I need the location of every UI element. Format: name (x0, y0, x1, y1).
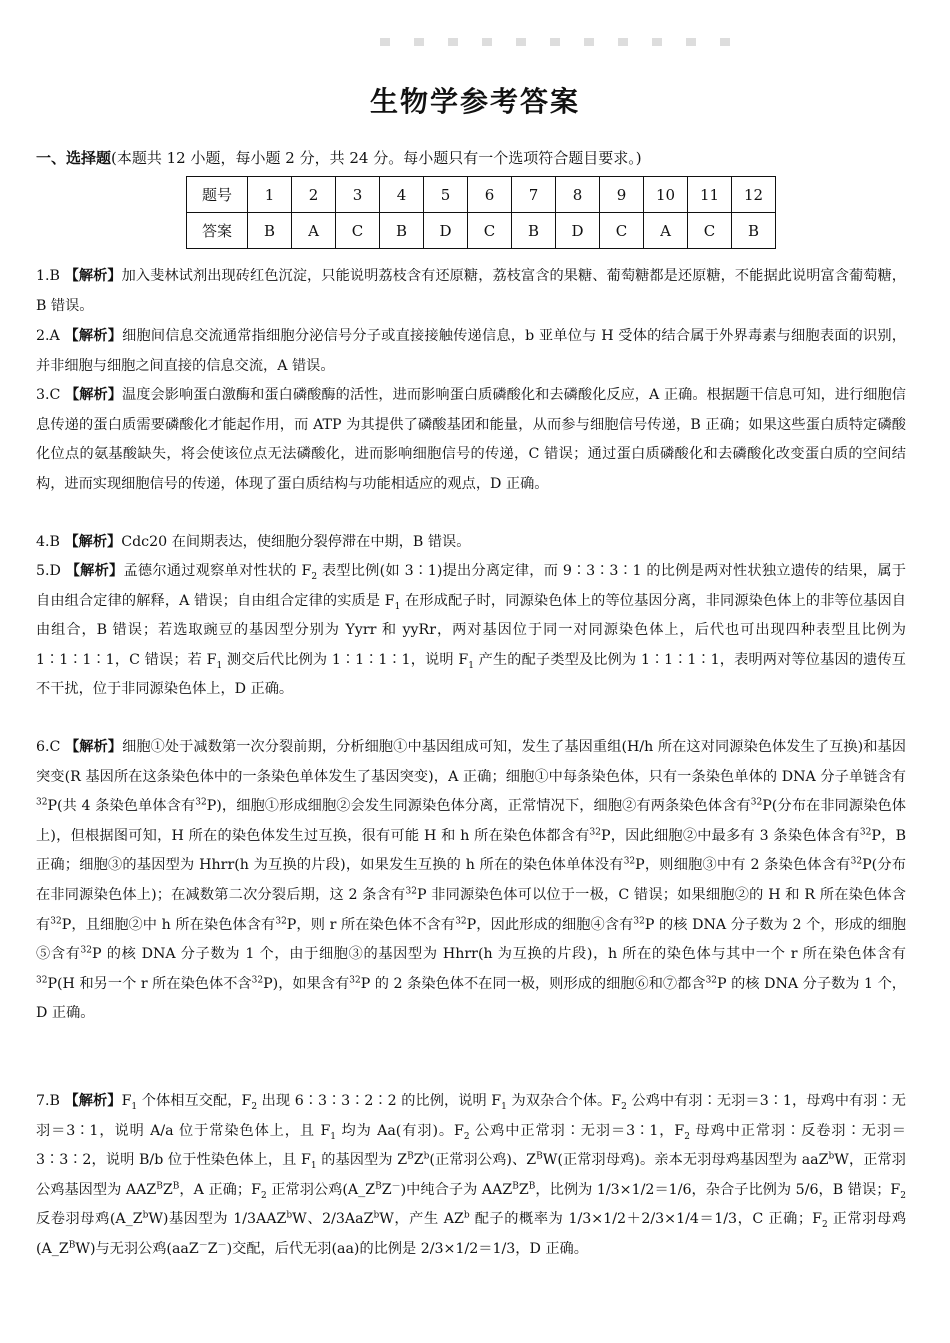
text-run: 产生的配子类型及比例为 1∶1∶1∶1，表明两对等位基因的遗传互不干扰，位于非同源染色体上，D 正确。 (36, 651, 906, 698)
text-run: P 非同源染色体可以位于一极，C 错误；如果细胞②的 H 和 R 所在染色体含有 (36, 886, 906, 933)
text-run: W)与无羽公鸡(aaZ (75, 1240, 199, 1257)
superscript: B (407, 1151, 414, 1162)
text-run: 出现 6∶3∶3∶2∶2 的比例，说明 F (257, 1093, 502, 1109)
superscript: B (375, 1181, 382, 1192)
superscript: b (463, 1210, 470, 1221)
question-answer: 5.D (36, 563, 61, 579)
page-title: 生物学参考答案 (369, 85, 580, 118)
table-row (187, 213, 776, 249)
question-number: 11 (688, 177, 732, 213)
question-number: 10 (644, 177, 688, 213)
explanation-q5 (36, 557, 906, 705)
superscript: B (156, 1181, 163, 1192)
text-run: P，则 r 所在染色体不含有 (286, 916, 456, 933)
question-number: 7 (512, 177, 556, 213)
text-run: Z (413, 1152, 424, 1169)
text-run: P，B 正确；细胞③的基因型为 Hhrr(h 为互换的片段)，如果发生互换的 h 所在的染色体单体没有 (36, 827, 906, 874)
text-run: W(正常羽母鸡)。亲本无羽母鸡基因型为 aaZ (542, 1152, 829, 1169)
text-run: 测交后代比例为 1∶1∶1∶1，说明 F (222, 651, 469, 668)
text-run: P(H 和另一个 r 所在染色体不含 (47, 975, 252, 992)
question-answer: 2.A (36, 328, 60, 344)
subscript: 1 (131, 1101, 138, 1112)
text-run: P(分布在非同源染色体上)；在减数第二次分裂后期，这 2 条含有 (36, 857, 906, 903)
answer-cell: C (688, 213, 732, 249)
isotope-mark: 32 (36, 975, 48, 986)
table-row (187, 177, 776, 213)
question-number: 2 (292, 177, 336, 213)
subscript: 1 (330, 1131, 337, 1142)
answer-cell: C (468, 213, 512, 249)
text-run: P(分布在非同源染色体上)，但根据图可知，H 所在的染色体发生过互换，很有可能 H 和 h 所在染色体都含有 (36, 798, 906, 844)
text-run: Z (207, 1240, 218, 1257)
question-answer: 3.C (36, 387, 61, 403)
analysis-tag: 【解析】 (65, 739, 123, 755)
explanation-text: 加入斐林试剂出现砖红色沉淀，只能说明荔枝含有还原糖，荔枝富含的果糖、葡萄糖都是还原糖，不能据此说明富含葡萄糖，B 错误。 (36, 268, 906, 314)
superscript: B (528, 1181, 536, 1192)
section-heading (36, 147, 642, 168)
question-answer: 1.B (36, 268, 60, 284)
superscript: － (391, 1181, 401, 1192)
text-run: 表型比例(如 3∶1)提出分离定律，而 9∶3∶3∶1 的比例是两对性状独立遗传的结果，属于自由组合定律的解释，A 错误；自由组合定律的实质是 F (36, 563, 906, 609)
analysis-tag: 【解析】 (64, 268, 122, 284)
superscript: b (286, 1210, 293, 1221)
text-run: 个体相互交配，F (137, 1093, 252, 1109)
superscript: B (536, 1151, 543, 1162)
text-run: 母鸡中正常羽∶反卷羽∶无羽＝3∶3∶2，说明 B/b 位于性染色体上，且 F (36, 1122, 906, 1169)
answer-cell: C (336, 213, 380, 249)
subscript: 2 (251, 1101, 258, 1112)
question-number: 9 (600, 177, 644, 213)
superscript: － (198, 1240, 208, 1251)
answer-cell: D (556, 213, 600, 249)
question-answer: 6.C (36, 739, 61, 755)
text-run: 的基因型为 Z (316, 1152, 408, 1169)
superscript: B (172, 1181, 180, 1192)
subscript: 1 (310, 1161, 317, 1172)
subscript: 2 (311, 571, 318, 582)
text-run: P，则细胞③中有 2 条染色体含有 (635, 857, 851, 874)
superscript: b (142, 1210, 149, 1221)
subscript: 1 (394, 601, 401, 612)
question-answer: 4.B (36, 534, 60, 550)
isotope-mark: 32 (80, 945, 92, 956)
text-run: ，A 正确；F (179, 1181, 261, 1198)
text-run: W、2/3AaZ (292, 1211, 374, 1228)
answer-cell: A (644, 213, 688, 249)
subscript: 1 (501, 1101, 507, 1112)
isotope-mark: 32 (195, 797, 207, 808)
text-run: 配子的概率为 1/3×1/2＋2/3×1/4＝1/3，C 正确；F (469, 1211, 822, 1228)
isotope-mark: 32 (275, 915, 287, 926)
question-number: 3 (336, 177, 380, 213)
answer-cell: D (424, 213, 468, 249)
analysis-tag: 【解析】 (64, 328, 123, 344)
text-run: 均为 Aa(有羽)。F (336, 1122, 464, 1139)
subscript: 2 (821, 1220, 828, 1231)
isotope-mark: 32 (623, 856, 636, 867)
analysis-tag: 【解析】 (64, 534, 122, 550)
superscript: － (217, 1240, 227, 1251)
text-run: )中纯合子为 AAZ (400, 1181, 513, 1198)
question-number: 5 (424, 177, 468, 213)
text-run: P，因此细胞②中最多有 3 条染色体含有 (600, 827, 860, 844)
subscript: 2 (463, 1131, 470, 1142)
header-artifact (380, 38, 730, 46)
isotope-mark: 32 (589, 827, 601, 838)
text-run: 为双杂合个体。F (506, 1093, 622, 1109)
superscript: B (68, 1240, 76, 1251)
explanation-q2 (36, 322, 906, 381)
isotope-mark: 32 (633, 915, 645, 926)
question-number: 8 (556, 177, 600, 213)
text-run: P 的核 DNA 分子数为 1 个，由于细胞③的基因型为 Hhrr(h 为互换的片段)，h 所在的染色体与其中一个 r 所在染色体含有 (92, 946, 906, 963)
text-run: P 的核 DNA 分子数为 2 个，形成的细胞⑤含有 (36, 916, 906, 963)
explanation-text: 细胞间信息交流通常指细胞分泌信号分子或直接接触传递信息，b 亚单位与 H 受体的结合属于外界毒素与细胞表面的识别，并非细胞与细胞之间直接的信息交流，A 错误。 (36, 328, 906, 374)
text-run: 孟德尔通过观察单对性状的 F (123, 563, 312, 579)
text-run: 细胞①处于减数第一次分裂前期，分析细胞①中基因组成可知，发生了基因重组(H/h 所在这对同源染色体发生了互换)和基因突变(R 基因所在这条染色体中的一条染色单体发生了基因突变)，A 正确；细胞①中每条染色体，只有一条染色单体的 DNA 分子单链含有 (36, 739, 906, 785)
question-number: 6 (468, 177, 512, 213)
subscript: 2 (684, 1131, 690, 1142)
table-header-cell: 题号 (187, 177, 248, 213)
subscript: 2 (621, 1101, 627, 1112)
explanation-q4 (36, 528, 906, 558)
text-run: )交配，后代无羽(aa)的比例是 2/3×1/2＝1/3，D 正确。 (226, 1240, 588, 1257)
text-run: Z (518, 1181, 529, 1198)
answer-cell: B (512, 213, 556, 249)
table-header-cell: 答案 (187, 213, 248, 249)
explanation-q7 (36, 1087, 906, 1265)
subscript: 1 (216, 660, 223, 671)
explanation-q3 (36, 381, 906, 499)
text-run: 公鸡中有羽∶无羽＝3∶1，母鸡中有羽∶无羽＝3∶1，说明 A/a 位于常染色体上，且 F (36, 1093, 906, 1139)
text-run: Z (381, 1181, 392, 1198)
explanation-text: Cdc20 在间期表达，使细胞分裂停滞在中期，B 错误。 (121, 534, 471, 550)
isotope-mark: 32 (859, 827, 872, 838)
superscript: B (512, 1181, 519, 1192)
text-run: P)，细胞①形成细胞②会发生同源染色体分离，正常情况下，细胞②有两条染色体含有 (206, 798, 751, 815)
subscript: 2 (260, 1190, 267, 1201)
isotope-mark: 32 (455, 915, 467, 926)
subscript: 1 (468, 660, 474, 671)
text-run: P 的核 DNA 分子数为 1 个，D 正确。 (36, 975, 906, 1022)
explanation-text: 温度会影响蛋白激酶和蛋白磷酸酶的活性，进而影响蛋白质磷酸化和去磷酸化反应，A 正确。根据题干信息可知，进行细胞信息传递的蛋白质需要磷酸化才能起作用，而 ATP 为其提供了磷酸基团和能量，从而参与细胞信号传递，B 正确；如果这些蛋白质特定磷酸化位点的氨基酸缺失，将会使该位点无法磷酸化，进而影响细胞信号的传递，C 错误；通过蛋白质磷酸化和去磷酸化改变蛋白质的空间结构，进而实现细胞信号的传递，体现了蛋白质结构与功能相适应的观点，D 正确。 (36, 387, 906, 492)
question-number: 1 (248, 177, 292, 213)
analysis-tag: 【解析】 (64, 1093, 122, 1109)
text-run: (正常羽公鸡)、Z (429, 1152, 537, 1169)
analysis-tag: 【解析】 (65, 563, 124, 579)
isotope-mark: 32 (850, 856, 863, 867)
isotope-mark: 32 (251, 975, 264, 986)
text-run: Z (162, 1181, 173, 1198)
text-run: 反卷羽母鸡(A_Z (36, 1211, 143, 1228)
text-run: P(共 4 条染色单体含有 (47, 798, 196, 815)
text-run: F (121, 1093, 132, 1109)
isotope-mark: 32 (50, 915, 62, 926)
text-run: ，比例为 1/3×1/2＝1/6，杂合子比例为 5/6，B 错误；F (535, 1181, 901, 1198)
isotope-mark: 32 (705, 975, 718, 986)
section-label: 一、选择题 (36, 149, 112, 167)
question-number: 12 (732, 177, 776, 213)
text-run: W)基因型为 1/3AAZ (148, 1211, 287, 1228)
text-run: 公鸡中正常羽∶无羽＝3∶1，F (469, 1122, 685, 1139)
text-run: 正常羽母鸡(A_Z (36, 1211, 907, 1257)
question-answer: 7.B (36, 1093, 60, 1109)
isotope-mark: 32 (405, 886, 417, 897)
answer-table (186, 176, 776, 249)
answer-cell: B (248, 213, 292, 249)
question-number: 4 (380, 177, 424, 213)
text-run: W，产生 AZ (379, 1211, 464, 1228)
subscript: 2 (900, 1190, 906, 1201)
explanation-q6 (36, 733, 906, 1029)
answer-cell: C (600, 213, 644, 249)
answer-cell: B (380, 213, 424, 249)
section-note: (本题共 12 小题，每小题 2 分，共 24 分。每小题只有一个选项符合题目要求。) (111, 149, 642, 167)
text-run: 在形成配子时，同源染色体上的等位基因分离，非同源染色体上的非等位基因自由组合，B 错误；若选取豌豆的基因型分别为 Yyrr 和 yyRr，两对基因位于同一对同源染色体上，后代也可出现四种表型且比例为 1∶1∶1∶1，C 错误；若 F (36, 592, 906, 668)
superscript: b (828, 1151, 835, 1162)
text-run: P)，如果含有 (263, 975, 350, 992)
text-run: P，且细胞②中 h 所在染色体含有 (61, 916, 276, 933)
superscript: b (373, 1210, 380, 1221)
text-run: P 的 2 条染色体不在同一极，则形成的细胞⑥和⑦都含 (360, 975, 706, 992)
isotope-mark: 32 (750, 797, 763, 808)
answer-cell: A (292, 213, 336, 249)
text-run: P，因此形成的细胞④含有 (466, 916, 634, 933)
text-run: W，正常羽公鸡基因型为 AAZ (36, 1152, 906, 1198)
superscript: b (423, 1151, 430, 1162)
text-run: 正常羽公鸡(A_Z (266, 1181, 376, 1198)
isotope-mark: 32 (349, 975, 361, 986)
explanation-q1 (36, 262, 906, 321)
analysis-tag: 【解析】 (64, 387, 122, 403)
answer-cell: B (732, 213, 776, 249)
isotope-mark: 32 (36, 797, 48, 808)
